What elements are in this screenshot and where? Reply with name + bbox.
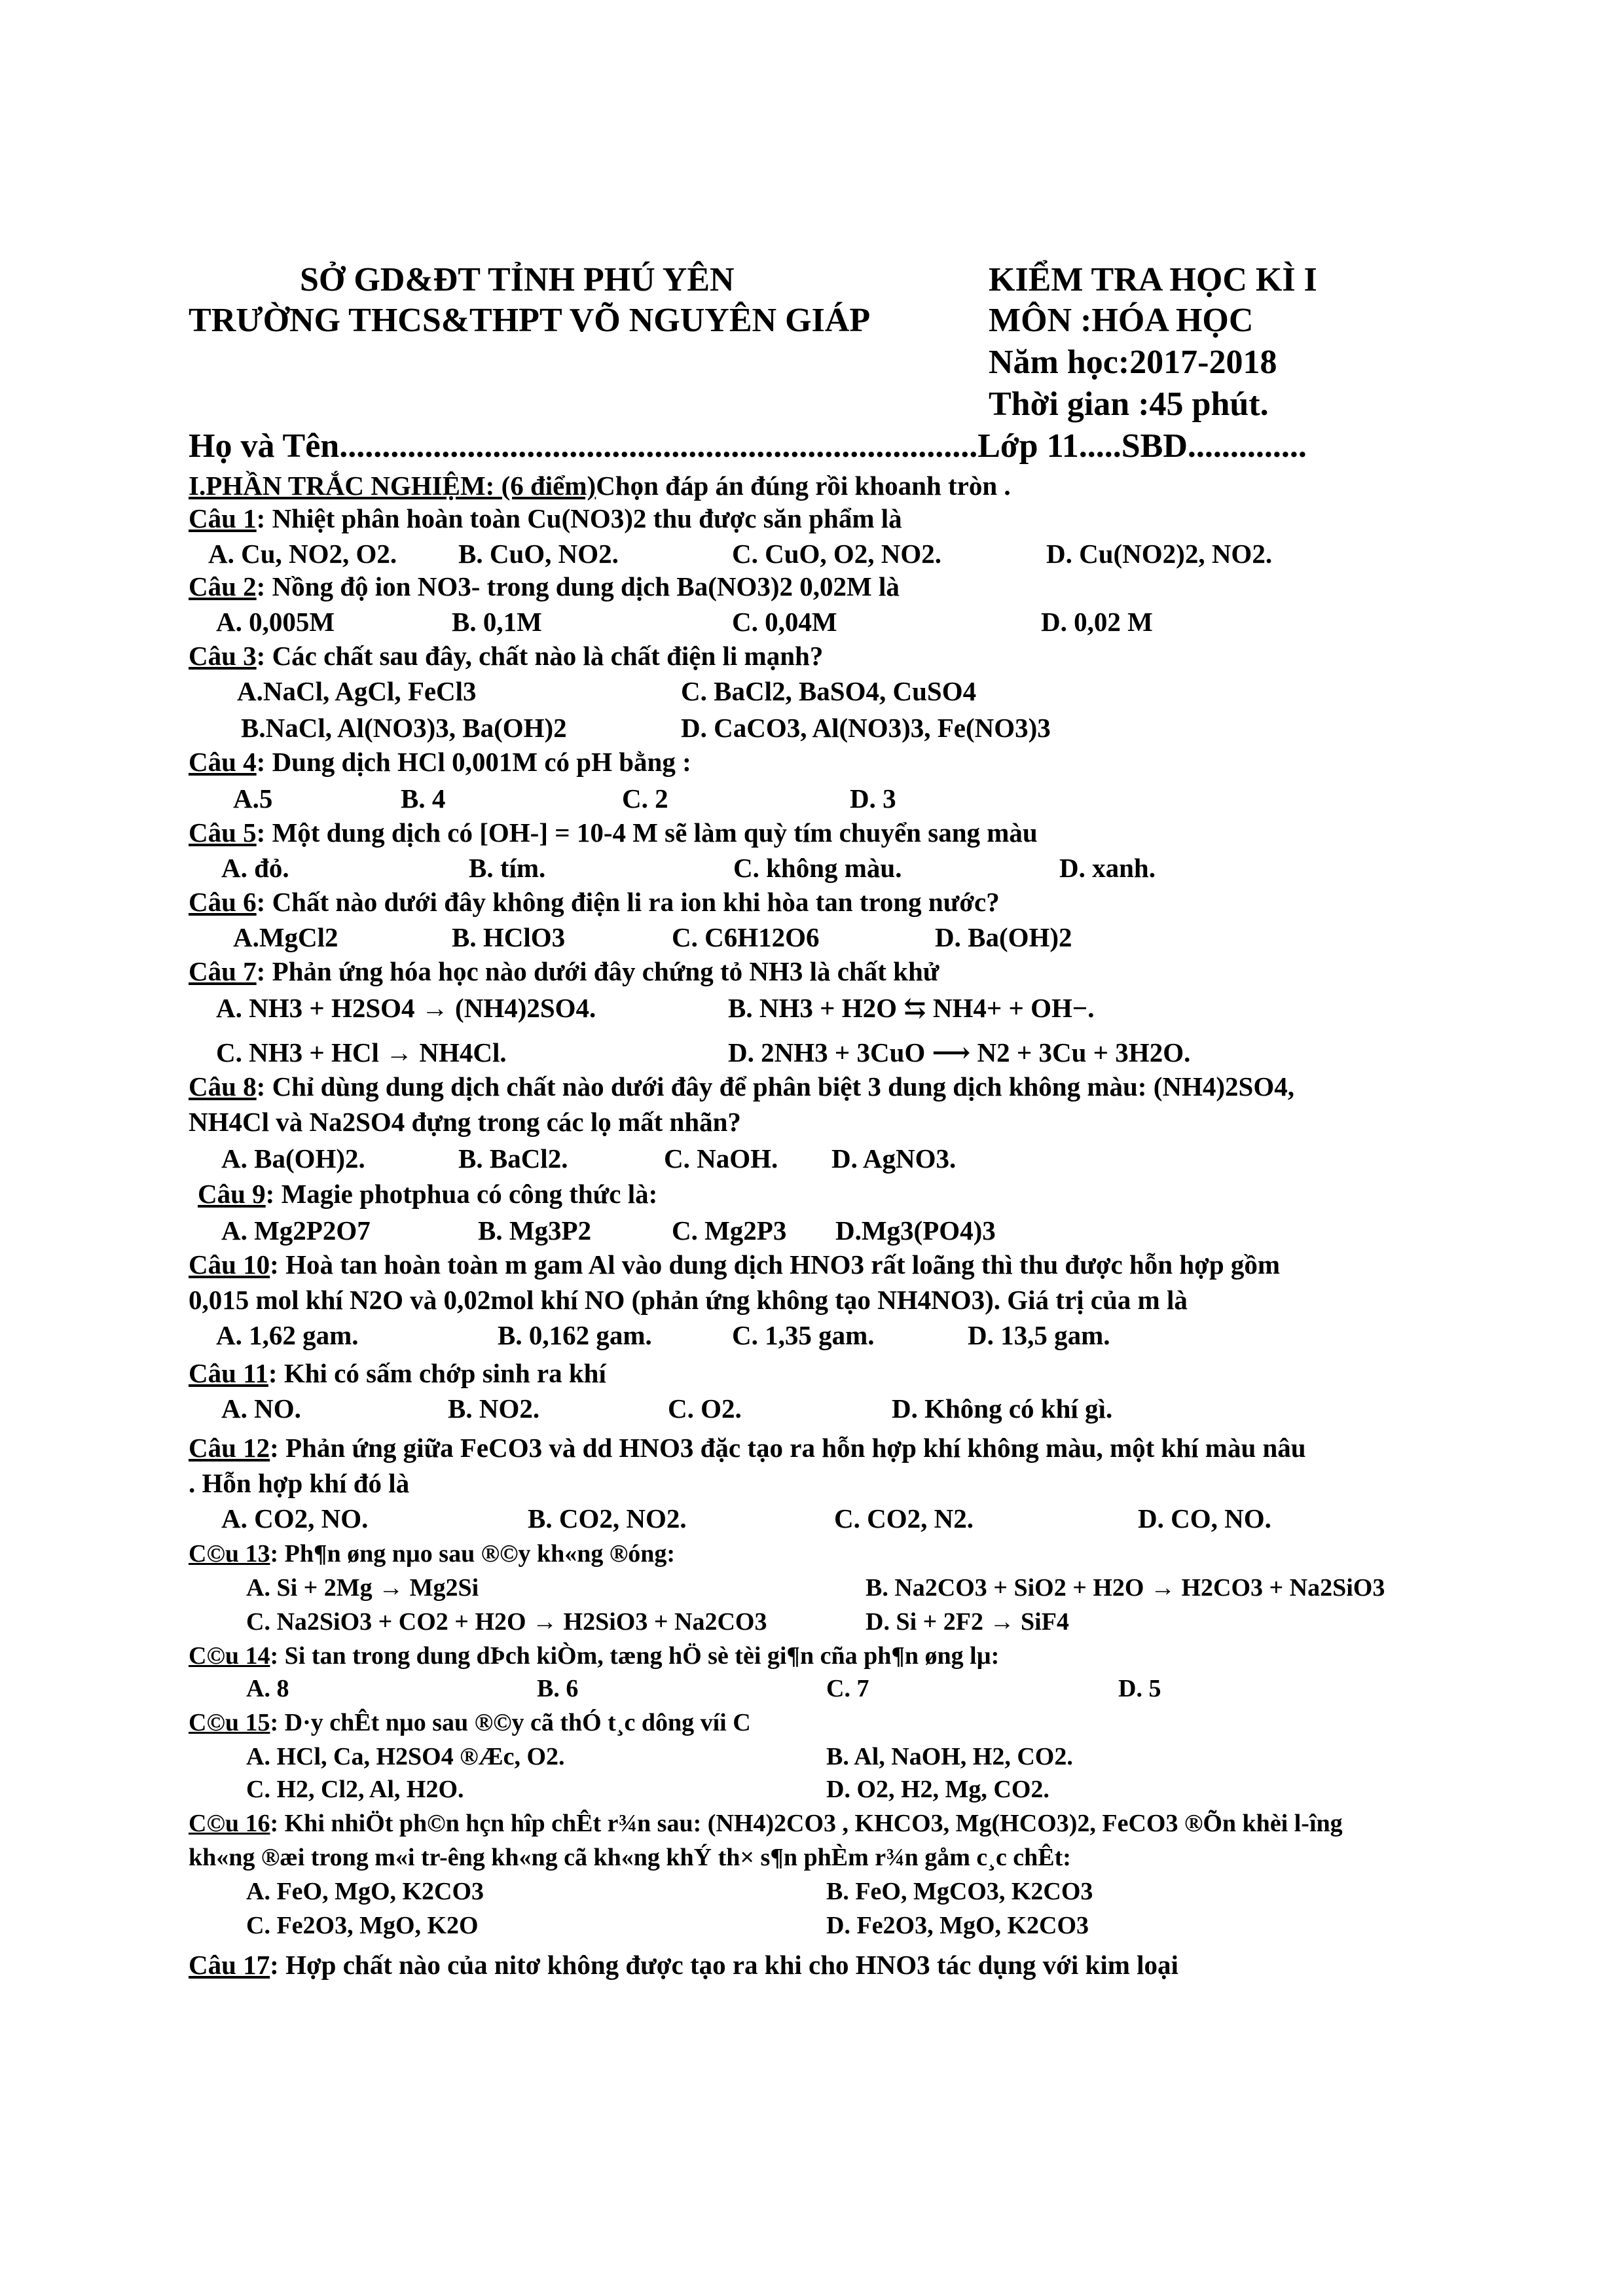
q4-option-d: D. 3 [850, 783, 896, 814]
q16-option-c: C. Fe2O3, MgO, K2O [246, 1912, 479, 1939]
q4-option-b: B. 4 [401, 783, 446, 814]
q5-option-b: B. tím. [469, 853, 546, 883]
q7-option-a: A. NH3 + H2SO4 → (NH4)2SO4. [216, 993, 596, 1023]
q12-option-a: A. CO2, NO. [221, 1503, 369, 1534]
q8-option-b: B. BaCl2. [458, 1143, 568, 1174]
q8-option-c: C. NaOH. [664, 1143, 778, 1174]
q11-option-d: D. Không có khí gì. [892, 1393, 1113, 1424]
q9-option-d: D.Mg3(PO4)3 [835, 1215, 996, 1246]
question-4: Câu 4: Dung dịch HCl 0,001M có pH bằng : [189, 747, 691, 777]
q15-option-d: D. O2, H2, Mg, CO2. [826, 1776, 1049, 1803]
q10-option-c: C. 1,35 gam. [732, 1320, 875, 1350]
q16-option-a: A. FeO, MgO, K2CO3 [246, 1878, 484, 1905]
q9-option-c: C. Mg2P3 [672, 1215, 787, 1246]
section-heading [189, 470, 1011, 501]
q4-option-a: A.5 [233, 783, 273, 814]
q2-option-a: A. 0,005M [216, 607, 335, 637]
q8-option-a: A. Ba(OH)2. [221, 1143, 365, 1174]
q3-option-a: A.NaCl, AgCl, FeCl3 [237, 676, 477, 706]
question-16: C©u 16: Khi nhiÖt ph©n hçn hîp chÊt r¾n sau: (NH4)2CO3 , KHCO3, Mg(HCO3)2, FeCO3 ®Õn khèi l-îng [189, 1810, 1343, 1837]
q2-option-c: C. 0,04M [732, 607, 837, 637]
subject-name: MÔN :HÓA HỌC [989, 302, 1254, 339]
question-13: C©u 13: Ph¶n øng nµo sau ®©y kh«ng ®óng: [189, 1540, 676, 1568]
question-10: Câu 10: Hoà tan hoàn toàn m gam Al vào dung dịch HNO3 rất loãng thì thu được hỗn hợp gồm [189, 1249, 1281, 1280]
q10-option-b: B. 0,162 gam. [498, 1320, 652, 1350]
q3-option-d: D. CaCO3, Al(NO3)3, Fe(NO3)3 [681, 713, 1051, 743]
question-16-cont: kh«ng ®æi trong m«i tr-êng kh«ng cã kh«ng khÝ th× s¶n phÈm r¾n gåm c¸c chÊt: [189, 1844, 1071, 1871]
question-1: Câu 1: Nhiệt phân hoàn toàn Cu(NO3)2 thu được săn phẩm là [189, 503, 902, 533]
q6-option-d: D. Ba(OH)2 [935, 922, 1072, 952]
q15-option-c: C. H2, Cl2, Al, H2O. [246, 1776, 464, 1803]
student-info-line: Họ và Tên...........................................................................Lớp 11.....SBD.............. [189, 427, 1307, 465]
q5-option-a: A. đỏ. [221, 853, 289, 883]
question-7: Câu 7: Phản ứng hóa học nào dưới đây chứng tỏ NH3 là chất khử [189, 956, 939, 986]
question-15: C©u 15: D·y chÊt nµo sau ®©y cã thÓ t¸c dông víi C [189, 1709, 751, 1736]
q13-option-d: D. Si + 2F2 → SiF4 [866, 1608, 1069, 1636]
q8-option-d: D. AgNO3. [831, 1143, 957, 1174]
department-name: SỞ GD&ĐT TỈNH PHÚ YÊN [300, 261, 735, 298]
q6-option-b: B. HClO3 [452, 922, 566, 952]
school-year: Năm học:2017-2018 [989, 344, 1277, 381]
q13-option-b: B. Na2CO3 + SiO2 + H2O → H2CO3 + Na2SiO3 [866, 1574, 1385, 1602]
q15-option-a: A. HCl, Ca, H2SO4 ®Æc, O2. [246, 1743, 565, 1770]
q5-option-d: D. xanh. [1059, 853, 1156, 883]
q7-option-d: D. 2NH3 + 3CuO ⟶ N2 + 3Cu + 3H2O. [728, 1037, 1191, 1067]
q4-option-c: C. 2 [622, 783, 668, 814]
question-5: Câu 5: Một dung dịch có [OH-] = 10-4 M sẽ làm quỳ tím chuyển sang màu [189, 817, 1038, 848]
q12-option-b: B. CO2, NO2. [528, 1503, 687, 1534]
q14-option-c: C. 7 [826, 1675, 869, 1702]
school-name: TRƯỜNG THCS&THPT VÕ NGUYÊN GIÁP [189, 302, 871, 339]
question-12-cont: . Hỗn hợp khí đó là [189, 1468, 410, 1498]
q14-option-a: A. 8 [246, 1675, 289, 1702]
q1-option-a: A. Cu, NO2, O2. [208, 539, 397, 569]
question-2: Câu 2: Nồng độ ion NO3- trong dung dịch Ba(NO3)2 0,02M là [189, 571, 900, 601]
q14-option-b: B. 6 [537, 1675, 579, 1702]
question-9: Câu 9: Magie photphua có công thức là: [198, 1179, 658, 1209]
q10-option-d: D. 13,5 gam. [968, 1320, 1110, 1350]
q2-option-b: B. 0,1M [452, 607, 542, 637]
section-title: I.PHẦN TRẮC NGHIỆM: (6 điểm) [189, 471, 596, 501]
q13-option-c: C. Na2SiO3 + CO2 + H2O → H2SiO3 + Na2CO3 [246, 1608, 767, 1636]
section-instruction: Chọn đáp án đúng rồi khoanh tròn . [596, 471, 1011, 501]
q15-option-b: B. Al, NaOH, H2, CO2. [826, 1743, 1073, 1770]
question-8: Câu 8: Chỉ dùng dung dịch chất nào dưới đây để phân biệt 3 dung dịch không màu: (NH4)2SO4, [189, 1071, 1294, 1102]
q5-option-c: C. không màu. [733, 853, 902, 883]
q14-option-d: D. 5 [1118, 1675, 1161, 1702]
q11-option-c: C. O2. [668, 1393, 742, 1424]
question-12: Câu 12: Phản ứng giữa FeCO3 và dd HNO3 đặc tạo ra hỗn hợp khí không màu, một khí màu nâu [189, 1433, 1306, 1463]
q16-option-d: D. Fe2O3, MgO, K2CO3 [826, 1912, 1089, 1939]
q11-option-b: B. NO2. [448, 1393, 540, 1424]
q7-option-c: C. NH3 + HCl → NH4Cl. [216, 1037, 507, 1067]
q12-option-c: C. CO2, N2. [834, 1503, 974, 1534]
q13-option-a: A. Si + 2Mg → Mg2Si [246, 1574, 479, 1602]
q16-option-b: B. FeO, MgCO3, K2CO3 [826, 1878, 1093, 1905]
q10-option-a: A. 1,62 gam. [216, 1320, 359, 1350]
q2-option-d: D. 0,02 M [1041, 607, 1153, 637]
q1-option-d: D. Cu(NO2)2, NO2. [1046, 539, 1273, 569]
q6-option-a: A.MgCl2 [233, 922, 338, 952]
q9-option-b: B. Mg3P2 [478, 1215, 592, 1246]
question-6: Câu 6: Chất nào dưới đây không điện li ra ion khi hòa tan trong nước? [189, 887, 1000, 917]
q1-option-c: C. CuO, O2, NO2. [732, 539, 942, 569]
q3-option-c: C. BaCl2, BaSO4, CuSO4 [681, 676, 977, 706]
q12-option-d: D. CO, NO. [1138, 1503, 1271, 1534]
q9-option-a: A. Mg2P2O7 [221, 1215, 371, 1246]
q3-option-b: B.NaCl, Al(NO3)3, Ba(OH)2 [241, 713, 567, 743]
question-11: Câu 11: Khi có sấm chớp sinh ra khí [189, 1358, 606, 1388]
question-10-cont: 0,015 mol khí N2O và 0,02mol khí NO (phản ứng không tạo NH4NO3). Giá trị của m là [189, 1285, 1188, 1315]
question-14: C©u 14: Si tan trong dung dÞch kiÒm, tæng hÖ sè tèi gi¶n cña ph¶n øng lµ: [189, 1642, 1000, 1670]
exam-duration: Thời gian :45 phút. [989, 386, 1269, 423]
q11-option-a: A. NO. [221, 1393, 301, 1424]
exam-title: KIỂM TRA HỌC KÌ I [989, 261, 1317, 298]
q7-option-b: B. NH3 + H2O ⇆ NH4+ + OH−. [728, 993, 1095, 1023]
q1-option-b: B. CuO, NO2. [458, 539, 619, 569]
question-3: Câu 3: Các chất sau đây, chất nào là chất điện li mạnh? [189, 641, 824, 671]
question-17: Câu 17: Hợp chất nào của nitơ không được tạo ra khi cho HNO3 tác dụng với kim loại [189, 1950, 1178, 1980]
question-8-cont: NH4Cl và Na2SO4 đựng trong các lọ mất nhãn? [189, 1107, 741, 1137]
q6-option-c: C. C6H12O6 [672, 922, 820, 952]
